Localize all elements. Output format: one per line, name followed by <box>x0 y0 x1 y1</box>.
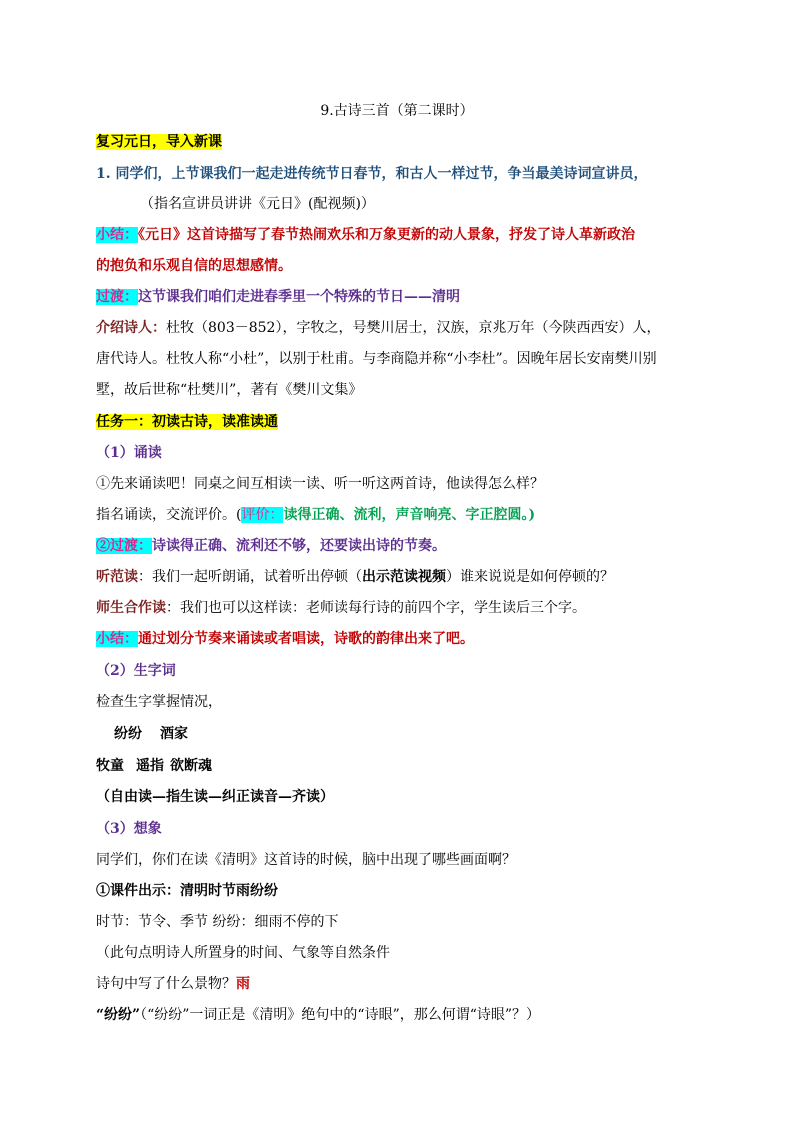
recite-text: 指名诵读，交流评价。( <box>96 507 242 523</box>
word-row-2 <box>96 756 212 776</box>
poem-eye-text: （“纷纷”一词正是《清明》绝句中的“诗眼”，那么何谓“诗眼”？） <box>140 1007 541 1023</box>
paragraph-instruction: （指名宣讲员讲讲《元日》(配视频)） <box>140 196 375 212</box>
poet-label: 介绍诗人： <box>96 320 166 336</box>
coop-read-line <box>96 598 586 618</box>
listen-text-a: ：我们一起听朗诵，试着听出停顿（ <box>138 569 362 585</box>
transition-number: ② <box>96 538 110 554</box>
evaluation-label: 评价： <box>241 507 284 523</box>
poet-intro-line-b: 唐代诗人。杜牧人称“小杜”，以别于杜甫。与李商隐并称“小李杜”。因晚年居长安南樊川别 <box>96 351 657 367</box>
subsection-imagine: （3）想象 <box>96 821 162 837</box>
listen-line <box>96 567 614 587</box>
highlighted-heading: 复习元日，导入新课 <box>96 134 222 150</box>
transition-text: 这节课我们咱们走进春季里一个特殊的节日——清明 <box>138 289 460 305</box>
recite-line-2 <box>96 505 535 525</box>
transition-2 <box>96 536 446 556</box>
transition-1 <box>96 287 460 307</box>
summary-label: 小结： <box>96 631 138 647</box>
word: 遥指 <box>136 758 164 774</box>
poem-eye-word: “纷纷” <box>96 1007 141 1023</box>
scene-question-text: 诗句中写了什么景物？ <box>96 976 236 992</box>
task-heading-text: 任务一：初读古诗，读准读通 <box>96 414 278 430</box>
scene-answer: 雨 <box>236 976 250 992</box>
summary-text: 通过划分节奏来诵读或者唱读，诗歌的韵律出来了吧。 <box>138 631 474 647</box>
summary-1-line-b: 的抱负和乐观自信的思想感情。 <box>96 258 292 274</box>
poet-intro-line-c: 墅，故后世称“杜樊川”，著有《樊川文集》 <box>96 382 363 398</box>
coop-text: ：我们也可以这样读：老师读每行诗的前四个字，学生读后三个字。 <box>166 600 586 616</box>
paragraph-intro: 1. 同学们，上节课我们一起走进传统节日春节，和古人一样过节，争当最美诗词宣讲员， <box>96 166 648 182</box>
poet-text: 杜牧（803－852），字牧之，号樊川居士，汉族，京兆万年（今陕西西安）人， <box>166 320 661 336</box>
scene-question <box>96 974 250 994</box>
transition-label: 过渡： <box>110 538 152 554</box>
listen-label: 听范读 <box>96 569 138 585</box>
transition-text: 诗读得正确、流利还不够，还要读出诗的节奏。 <box>152 538 446 554</box>
word: 欲断魂 <box>170 758 212 774</box>
imagine-question: 同学们，你们在读《清明》这首诗的时候，脑中出现了哪些画面啊？ <box>96 852 516 868</box>
definition-line: 时节：节令、季节 纷纷：细雨不停的下 <box>96 914 339 930</box>
recite-line-1: ①先来诵读吧！同桌之间互相读一读、听一听这两首诗，他读得怎么样？ <box>96 476 544 492</box>
summary-text: 《元日》这首诗描写了春节热闹欢乐和万象更新的动人景象，抒发了诗人革新政治 <box>138 227 635 243</box>
word: 酒家 <box>160 726 188 742</box>
task-1-heading <box>96 412 278 432</box>
word: 牧童 <box>96 758 124 774</box>
listen-text-c: ）谁来说说是如何停顿的？ <box>446 569 614 585</box>
poem-eye-line <box>96 1005 540 1025</box>
word-row-1 <box>114 724 188 744</box>
note-line: （此句点明诗人所置身的时间、气象等自然条件 <box>96 945 390 961</box>
poet-intro-line-a <box>96 318 660 338</box>
reading-steps: （自由读—指生读—纠正读音—齐读） <box>96 789 334 805</box>
word: 纷纷 <box>114 726 142 742</box>
evaluation-text: 读得正确、流利，声音响亮、字正腔圆。) <box>283 507 536 523</box>
coop-label: 师生合作读 <box>96 600 166 616</box>
courseware-line: ①课件出示：清明时节雨纷纷 <box>96 883 278 899</box>
section-heading-review <box>96 132 222 152</box>
listen-text-b: 出示范读视频 <box>362 569 446 585</box>
summary-label: 小结： <box>96 227 138 243</box>
summary-2 <box>96 629 474 649</box>
subsection-new-words: （2）生字词 <box>96 663 176 679</box>
subsection-recite: （1）诵读 <box>96 445 162 461</box>
page-title: 9.古诗三首（第二课时） <box>320 103 474 119</box>
summary-1-line-a <box>96 225 635 245</box>
transition-label: 过渡： <box>96 289 138 305</box>
new-words-instruction: 检查生字掌握情况， <box>96 694 222 710</box>
